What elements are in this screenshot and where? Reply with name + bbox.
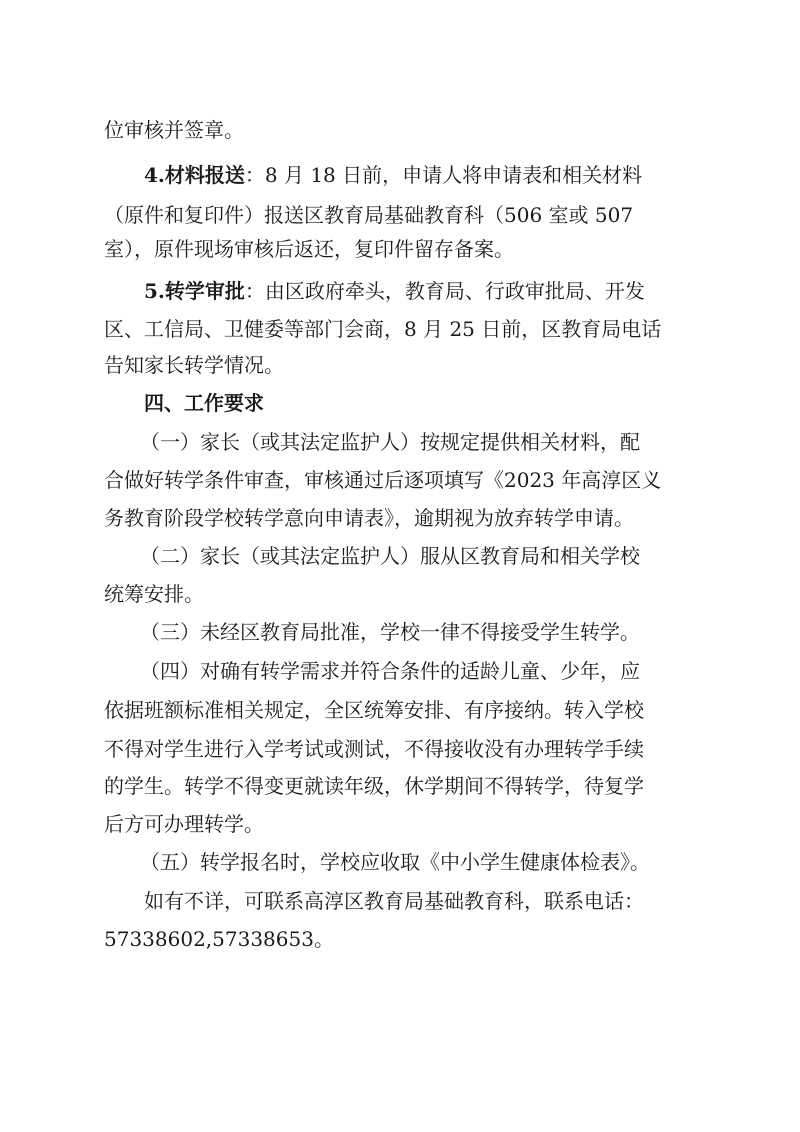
text-run: 位审核并签章。 [104,118,244,142]
text-run: ：由区政府牵头，教育局、行政审批局、开发 [244,279,645,303]
text-run-bold: 四、工作要求 [144,391,264,415]
text-run: 室），原件现场审核后返还，复印件留存备案。 [104,237,514,261]
text-run: 区、工信局、卫健委等部门会商，8 月 25 日前，区教育局电话 [104,317,662,341]
text-line [0,883,800,919]
text-run: 不得对学生进行入学考试或测试，不得接收没有办理转学手续 [104,737,644,761]
text-run-bold: 5.转学审批 [144,279,245,303]
text-run: （二）家长（或其法定监护人）服从区教育局和相关学校 [140,544,640,568]
text-run: 的学生。转学不得变更就读年级，休学期间不得转学，待复学 [104,774,644,798]
text-line [0,844,800,880]
text-run: 后方可办理转学。 [104,812,264,836]
text-line [0,231,800,267]
text-run: （五）转学报名时，学校应收取《中小学生健康体检表》。 [140,850,650,874]
text-line [0,653,800,689]
text-run: 统筹安排。 [104,582,204,606]
text-line [0,576,800,612]
text-run: 合做好转学条件审查，审核通过后逐项填写《2023 年高淳区义 [104,468,662,492]
text-line [0,731,800,767]
text-run: 57338602,57338653。 [104,927,334,951]
text-run: ：8 月 18 日前，申请人将申请表和相关材料 [244,163,643,187]
text-line [0,157,800,193]
text-line [0,273,800,309]
text-run: 务教育阶段学校转学意向申请表》，逾期视为放弃转学申请。 [104,506,634,530]
text-run: （三）未经区教育局批准，学校一律不得接受学生转学。 [140,620,640,644]
text-line [0,462,800,498]
text-line [0,692,800,728]
section-heading [0,385,800,421]
text-line [0,347,800,383]
text-line [0,921,800,957]
text-line [0,538,800,574]
text-run: （一）家长（或其法定监护人）按规定提供相关材料，配 [140,430,640,454]
text-run: （四）对确有转学需求并符合条件的适龄儿童、少年，应 [140,659,640,683]
text-line [0,614,800,650]
text-line [0,768,800,804]
text-run: （原件和复印件）报送区教育局基础教育科（506 室或 507 [104,203,634,227]
text-line [0,112,800,148]
text-line [0,311,800,347]
text-run: 告知家长转学情况。 [104,353,284,377]
text-line [0,197,800,233]
text-run: 依据班额标准相关规定，全区统筹安排、有序接纳。转入学校 [104,698,644,722]
text-line [0,424,800,460]
text-run-bold: 4.材料报送 [144,163,245,187]
text-run: 如有不详，可联系高淳区教育局基础教育科，联系电话： [144,889,644,913]
text-line [0,500,800,536]
text-line [0,806,800,842]
